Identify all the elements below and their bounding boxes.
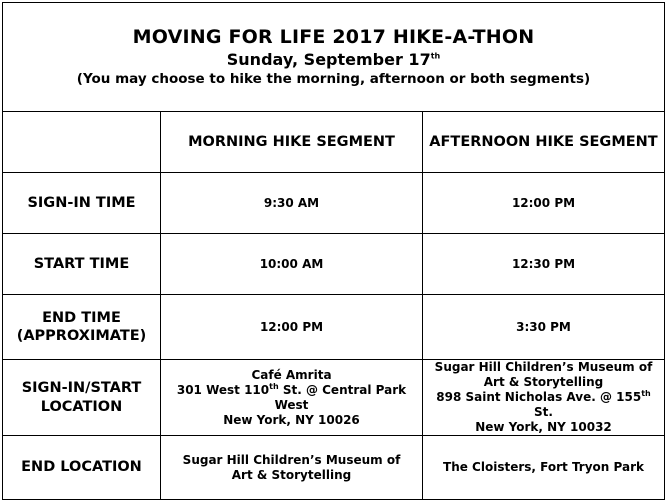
- afternoon-start-location: [423, 360, 665, 436]
- afternoon-street-a: 898 Saint Nicholas Ave. @ 155: [436, 390, 642, 404]
- afternoon-signin-time: 12:00 PM: [423, 173, 665, 234]
- morning-street-b: St. @ Central Park West: [274, 382, 407, 412]
- end-time-label-line1: END TIME: [42, 309, 121, 326]
- end-location-label: END LOCATION: [3, 436, 161, 500]
- start-location-label-line1: SIGN-IN/START: [21, 380, 142, 397]
- end-location-row: [3, 436, 665, 500]
- afternoon-start-time: 12:30 PM: [423, 234, 665, 295]
- morning-end-location-line2: Art & Storytelling: [231, 467, 352, 482]
- morning-street-a: 301 West 110: [176, 382, 270, 397]
- signin-time-label: SIGN-IN TIME: [3, 173, 161, 234]
- afternoon-location-name-line1: Sugar Hill Children’s Museum of: [434, 360, 653, 374]
- afternoon-location-name-line2: Art & Storytelling: [483, 375, 604, 389]
- event-title: MOVING FOR LIFE 2017 HIKE-A-THON: [132, 26, 535, 49]
- end-time-label: [3, 295, 161, 360]
- hike-schedule-table: [2, 2, 665, 500]
- start-location-label: [3, 360, 161, 436]
- signin-time-row: [3, 173, 665, 234]
- start-location-label-line2: LOCATION: [40, 398, 123, 415]
- afternoon-column-header: AFTERNOON HIKE SEGMENT: [423, 112, 665, 173]
- event-date-text: Sunday, September 17: [226, 49, 431, 69]
- start-location-row: [3, 360, 665, 436]
- event-date-suffix: th: [430, 51, 441, 61]
- afternoon-street-b: St.: [534, 405, 553, 419]
- event-date: [7, 50, 660, 70]
- title-cell: [3, 3, 665, 112]
- afternoon-location-city: New York, NY 10032: [475, 420, 612, 434]
- afternoon-location-street: [427, 390, 660, 420]
- morning-signin-time: 9:30 AM: [161, 173, 423, 234]
- start-time-row: [3, 234, 665, 295]
- afternoon-street-suffix: th: [641, 389, 651, 398]
- morning-location-street: [165, 383, 418, 413]
- morning-street-suffix: th: [269, 381, 279, 391]
- afternoon-end-time: 3:30 PM: [423, 295, 665, 360]
- corner-cell: [3, 112, 161, 173]
- morning-end-location: [161, 436, 423, 500]
- morning-location-name: Café Amrita: [251, 367, 332, 382]
- morning-column-header: MORNING HIKE SEGMENT: [161, 112, 423, 173]
- column-header-row: [3, 112, 665, 173]
- morning-end-location-line1: Sugar Hill Children’s Museum of: [182, 452, 401, 467]
- end-time-label-line2: (APPROXIMATE): [16, 328, 147, 344]
- afternoon-end-location: The Cloisters, Fort Tryon Park: [423, 436, 665, 500]
- morning-end-time: 12:00 PM: [161, 295, 423, 360]
- start-time-label: START TIME: [3, 234, 161, 295]
- end-time-row: [3, 295, 665, 360]
- morning-location-city: New York, NY 10026: [223, 412, 360, 427]
- morning-start-location: [161, 360, 423, 436]
- morning-start-time: 10:00 AM: [161, 234, 423, 295]
- segment-note: (You may choose to hike the morning, afternoon or both segments): [76, 70, 591, 87]
